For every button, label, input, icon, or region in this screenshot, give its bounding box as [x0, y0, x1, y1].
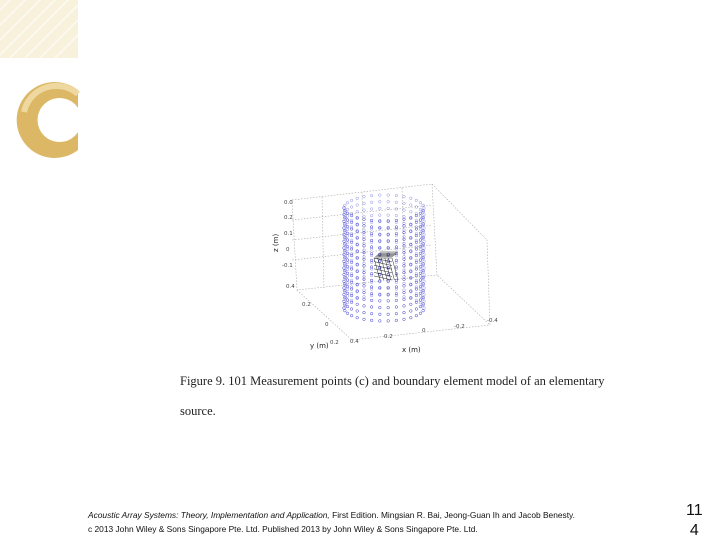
measurement-point	[350, 206, 353, 209]
measurement-point	[363, 265, 366, 268]
measurement-point	[363, 209, 366, 212]
figure-3d-plot	[262, 180, 502, 360]
measurement-point	[403, 298, 406, 301]
measurement-point	[363, 245, 366, 248]
y-tick-1: 0.2	[302, 302, 311, 308]
measurement-point	[423, 273, 426, 276]
measurement-point	[350, 272, 353, 275]
measurement-point	[370, 319, 373, 322]
measurement-point	[363, 289, 366, 292]
measurement-point	[379, 320, 382, 323]
measurement-point	[370, 234, 373, 237]
measurement-point	[346, 312, 349, 315]
measurement-point	[419, 265, 422, 268]
measurement-point	[363, 222, 366, 225]
measurement-point	[346, 301, 349, 304]
measurement-point	[403, 282, 406, 285]
measurement-point	[403, 285, 406, 288]
measurement-point	[403, 258, 406, 261]
z-tick-2: 0.2	[284, 215, 293, 221]
z-axis-label: z (m)	[272, 233, 280, 252]
measurement-point	[423, 293, 426, 296]
measurement-point	[379, 313, 382, 316]
measurement-point	[370, 312, 373, 315]
citation-line-2: c 2013 John Wiley & Sons Singapore Pte. Ltd. Published 2013 by John Wiley & Sons Singapore Pte. Ltd.	[88, 524, 478, 534]
measurement-point	[403, 209, 406, 212]
z-tick-4: 0	[286, 247, 290, 253]
measurement-point	[343, 300, 346, 303]
measurement-point	[419, 295, 422, 298]
measurement-point	[403, 295, 406, 298]
measurement-point	[419, 225, 422, 228]
measurement-point	[403, 225, 406, 228]
measurement-point	[403, 318, 406, 321]
measurement-point	[415, 212, 418, 215]
measurement-point	[346, 212, 349, 215]
measurement-point	[419, 285, 422, 288]
measurement-point	[346, 241, 349, 244]
measurement-point	[350, 292, 353, 295]
measurement-point	[410, 310, 413, 313]
book-title: Acoustic Array Systems: Theory, Implementation and Application,	[88, 510, 330, 520]
y-axis-label: y (m)	[310, 342, 329, 350]
measurement-point	[343, 240, 346, 243]
measurement-point	[415, 314, 418, 317]
measurement-point	[403, 291, 406, 294]
measurement-point	[410, 316, 413, 319]
measurement-point	[415, 239, 418, 242]
measurement-point	[419, 228, 422, 231]
measurement-point	[415, 259, 418, 262]
measurement-point	[344, 309, 347, 312]
measurement-point	[419, 239, 422, 242]
measurement-point	[370, 261, 373, 264]
measurement-point	[363, 291, 366, 294]
measurement-point	[356, 316, 359, 319]
measurement-point	[423, 247, 426, 250]
measurement-point	[363, 255, 366, 258]
measurement-point	[346, 219, 349, 222]
measurement-point	[415, 279, 418, 282]
measurement-point	[346, 225, 349, 228]
y-tick-2: 0	[325, 322, 329, 328]
measurement-point	[350, 314, 353, 317]
y-tick-4: 0.4	[350, 339, 359, 345]
measurement-point	[346, 201, 349, 204]
measurement-point	[350, 219, 353, 222]
measurement-point	[370, 201, 373, 204]
measurement-point	[395, 261, 398, 264]
measurement-point	[410, 204, 413, 207]
measurement-point	[379, 207, 382, 210]
caption-line-1: Figure 9. 101 Measurement points (c) and boundary element model of an elementary	[180, 374, 605, 388]
measurement-point	[346, 288, 349, 291]
measurement-point	[370, 214, 373, 217]
measurement-point	[387, 207, 390, 210]
x-tick-4: -0.4	[487, 318, 498, 324]
measurement-point	[415, 272, 418, 275]
measurement-point	[350, 199, 353, 202]
measurement-point	[346, 208, 349, 211]
measurement-point	[395, 306, 398, 309]
measurement-point	[363, 231, 366, 234]
measurement-point	[419, 281, 422, 284]
measurement-point	[403, 235, 406, 238]
measurement-point	[419, 245, 422, 248]
measurement-point	[343, 227, 346, 230]
caption-line-2: source.	[180, 404, 216, 418]
measurement-point	[346, 228, 349, 231]
measurement-point	[343, 267, 346, 270]
measurement-point	[387, 320, 390, 323]
measurement-point	[419, 208, 422, 211]
measurement-point	[343, 307, 346, 310]
measurement-point	[379, 200, 382, 203]
measurement-point	[419, 235, 422, 238]
measurement-point	[387, 214, 390, 217]
boundary-element-model	[374, 252, 398, 280]
measurement-point	[346, 259, 349, 262]
measurement-point	[410, 303, 413, 306]
measurement-point	[419, 255, 422, 258]
measurement-point	[419, 305, 422, 308]
measurement-point	[343, 280, 346, 283]
measurement-point	[423, 280, 426, 283]
measurement-point	[403, 215, 406, 218]
measurement-point	[419, 259, 422, 262]
measurement-point	[419, 312, 422, 315]
measurement-point	[370, 294, 373, 297]
measurement-point	[403, 231, 406, 234]
measurement-point	[363, 298, 366, 301]
measurement-point	[419, 299, 422, 302]
measurement-point	[346, 285, 349, 288]
measurement-point	[419, 241, 422, 244]
mesh-line	[385, 258, 391, 280]
z-tick-3: 0.1	[284, 231, 293, 237]
measurement-point	[363, 195, 366, 198]
x-tick-3: -0.2	[454, 324, 465, 330]
measurement-point	[419, 212, 422, 215]
measurement-point	[387, 194, 390, 197]
measurement-point	[403, 222, 406, 225]
measurement-point	[379, 194, 382, 197]
measurement-point	[379, 214, 382, 217]
measurement-point	[403, 289, 406, 292]
measurement-point	[363, 235, 366, 238]
measurement-point	[419, 292, 422, 295]
measurement-point	[395, 201, 398, 204]
measurement-point	[403, 305, 406, 308]
measurement-point	[356, 303, 359, 306]
page-number-line-2: 4	[689, 522, 699, 539]
measurement-point	[346, 248, 349, 251]
measurement-point	[350, 239, 353, 242]
measurement-point	[343, 247, 346, 250]
measurement-point	[419, 261, 422, 264]
measurement-point	[422, 204, 425, 207]
measurement-point	[379, 300, 382, 303]
page-number-line-1: 11	[686, 502, 703, 519]
measurement-point	[356, 204, 359, 207]
measurement-point	[370, 208, 373, 211]
measurement-point	[363, 218, 366, 221]
measurement-point	[395, 299, 398, 302]
measurement-point	[395, 194, 398, 197]
z-tick-1: 0.0	[284, 200, 293, 206]
measurement-point	[346, 295, 349, 298]
measurement-point	[346, 232, 349, 235]
measurement-point	[403, 202, 406, 205]
measurement-point	[346, 292, 349, 295]
measurement-point	[395, 294, 398, 297]
measurement-point	[419, 272, 422, 275]
measurement-point	[370, 221, 373, 224]
measurement-point	[346, 255, 349, 258]
measurement-point	[346, 252, 349, 255]
measurement-point	[423, 287, 426, 290]
mesh-line	[374, 276, 392, 280]
measurement-point	[350, 299, 353, 302]
measurement-point	[387, 300, 390, 303]
x-tick-2: 0	[422, 328, 426, 334]
z-tick-6: 0.4	[286, 284, 295, 290]
citation-line-1-rest: First Edition. Mingsian R. Bai, Jeong-Guan Ih and Jacob Benesty.	[329, 510, 575, 520]
measurement-point	[423, 220, 426, 223]
measurement-point	[370, 254, 373, 257]
measurement-point	[387, 313, 390, 316]
measurement-point	[350, 279, 353, 282]
measurement-point	[350, 308, 353, 311]
measurement-point	[370, 274, 373, 277]
measurement-point	[370, 306, 373, 309]
measurement-point	[370, 241, 373, 244]
measurement-point	[350, 259, 353, 262]
measurement-point	[343, 220, 346, 223]
measurement-point	[423, 227, 426, 230]
measurement-point	[419, 215, 422, 218]
measurement-point	[415, 199, 418, 202]
measurement-point	[423, 207, 426, 210]
measurement-point	[419, 221, 422, 224]
measurement-point	[423, 307, 426, 310]
measurement-point	[363, 225, 366, 228]
x-axis-label: x (m)	[402, 346, 421, 354]
measurement-point	[415, 232, 418, 235]
measurement-point	[356, 197, 359, 200]
measurement-point	[343, 207, 346, 210]
measurement-point	[363, 311, 366, 314]
measurement-point	[363, 238, 366, 241]
measurement-point	[415, 299, 418, 302]
measurement-point	[419, 248, 422, 251]
measurement-point	[346, 275, 349, 278]
measurement-point	[419, 252, 422, 255]
measurement-point	[370, 194, 373, 197]
measurement-point	[395, 221, 398, 224]
measurement-point	[403, 275, 406, 278]
measurement-point	[363, 285, 366, 288]
page-number	[686, 501, 703, 541]
measurement-point	[395, 281, 398, 284]
measurement-point	[395, 254, 398, 257]
measurement-point	[395, 214, 398, 217]
measurement-point	[346, 239, 349, 242]
measurement-point	[346, 265, 349, 268]
measurement-point	[419, 288, 422, 291]
measurement-point	[423, 233, 426, 236]
measurement-point	[356, 210, 359, 213]
measurement-point	[410, 210, 413, 213]
measurement-point	[356, 310, 359, 313]
measurement-point	[363, 258, 366, 261]
measurement-point	[419, 301, 422, 304]
book-citation	[88, 508, 678, 536]
measurement-point	[423, 240, 426, 243]
y-tick-3: 0.2	[330, 340, 339, 346]
measurement-point	[343, 260, 346, 263]
measurement-point	[395, 234, 398, 237]
measurement-point	[395, 312, 398, 315]
measurement-point	[363, 229, 366, 232]
measurement-point	[346, 268, 349, 271]
measurement-point	[343, 273, 346, 276]
measurement-point	[419, 219, 422, 222]
measurement-point	[363, 202, 366, 205]
measurement-point	[423, 260, 426, 263]
measurement-point	[346, 281, 349, 284]
measurement-point	[423, 213, 426, 216]
measurement-point	[363, 262, 366, 265]
z-tick-5: -0.1	[282, 263, 293, 269]
decorative-corner-graphic	[0, 0, 90, 180]
measurement-point	[415, 252, 418, 255]
measurement-point	[419, 275, 422, 278]
measurement-point	[379, 306, 382, 309]
measurement-point	[346, 235, 349, 238]
mesh-line	[381, 258, 387, 280]
measurement-point	[403, 195, 406, 198]
measurement-point	[370, 299, 373, 302]
measurement-point	[423, 300, 426, 303]
measurement-point	[363, 305, 366, 308]
measurement-point	[422, 309, 425, 312]
citation-line-1	[88, 508, 678, 522]
measurement-point	[423, 267, 426, 270]
measurement-point	[344, 204, 347, 207]
measurement-point	[423, 253, 426, 256]
figure-caption	[180, 366, 620, 426]
measurement-point	[410, 197, 413, 200]
measurement-point	[363, 215, 366, 218]
measurement-point	[346, 272, 349, 275]
measurement-point	[387, 200, 390, 203]
measurement-point	[343, 293, 346, 296]
measurement-point	[363, 318, 366, 321]
measurement-point	[346, 245, 349, 248]
measurement-point	[346, 221, 349, 224]
measurement-point	[403, 311, 406, 314]
measurement-point	[343, 287, 346, 290]
measurement-point	[403, 265, 406, 268]
measurement-point	[415, 292, 418, 295]
measurement-point	[346, 305, 349, 308]
measurement-point	[419, 279, 422, 282]
measurement-point	[387, 306, 390, 309]
x-tick-1: 0.2	[384, 334, 393, 340]
measurement-point	[419, 201, 422, 204]
measurement-point	[415, 308, 418, 311]
measurement-point	[346, 261, 349, 264]
measurement-point	[346, 279, 349, 282]
measurement-point	[419, 268, 422, 271]
measurement-point	[346, 299, 349, 302]
measurement-point	[403, 262, 406, 265]
measurement-point	[415, 219, 418, 222]
measurement-point	[395, 319, 398, 322]
measurement-point	[419, 232, 422, 235]
measurement-point	[363, 295, 366, 298]
measurement-point	[395, 241, 398, 244]
measurement-point	[346, 215, 349, 218]
